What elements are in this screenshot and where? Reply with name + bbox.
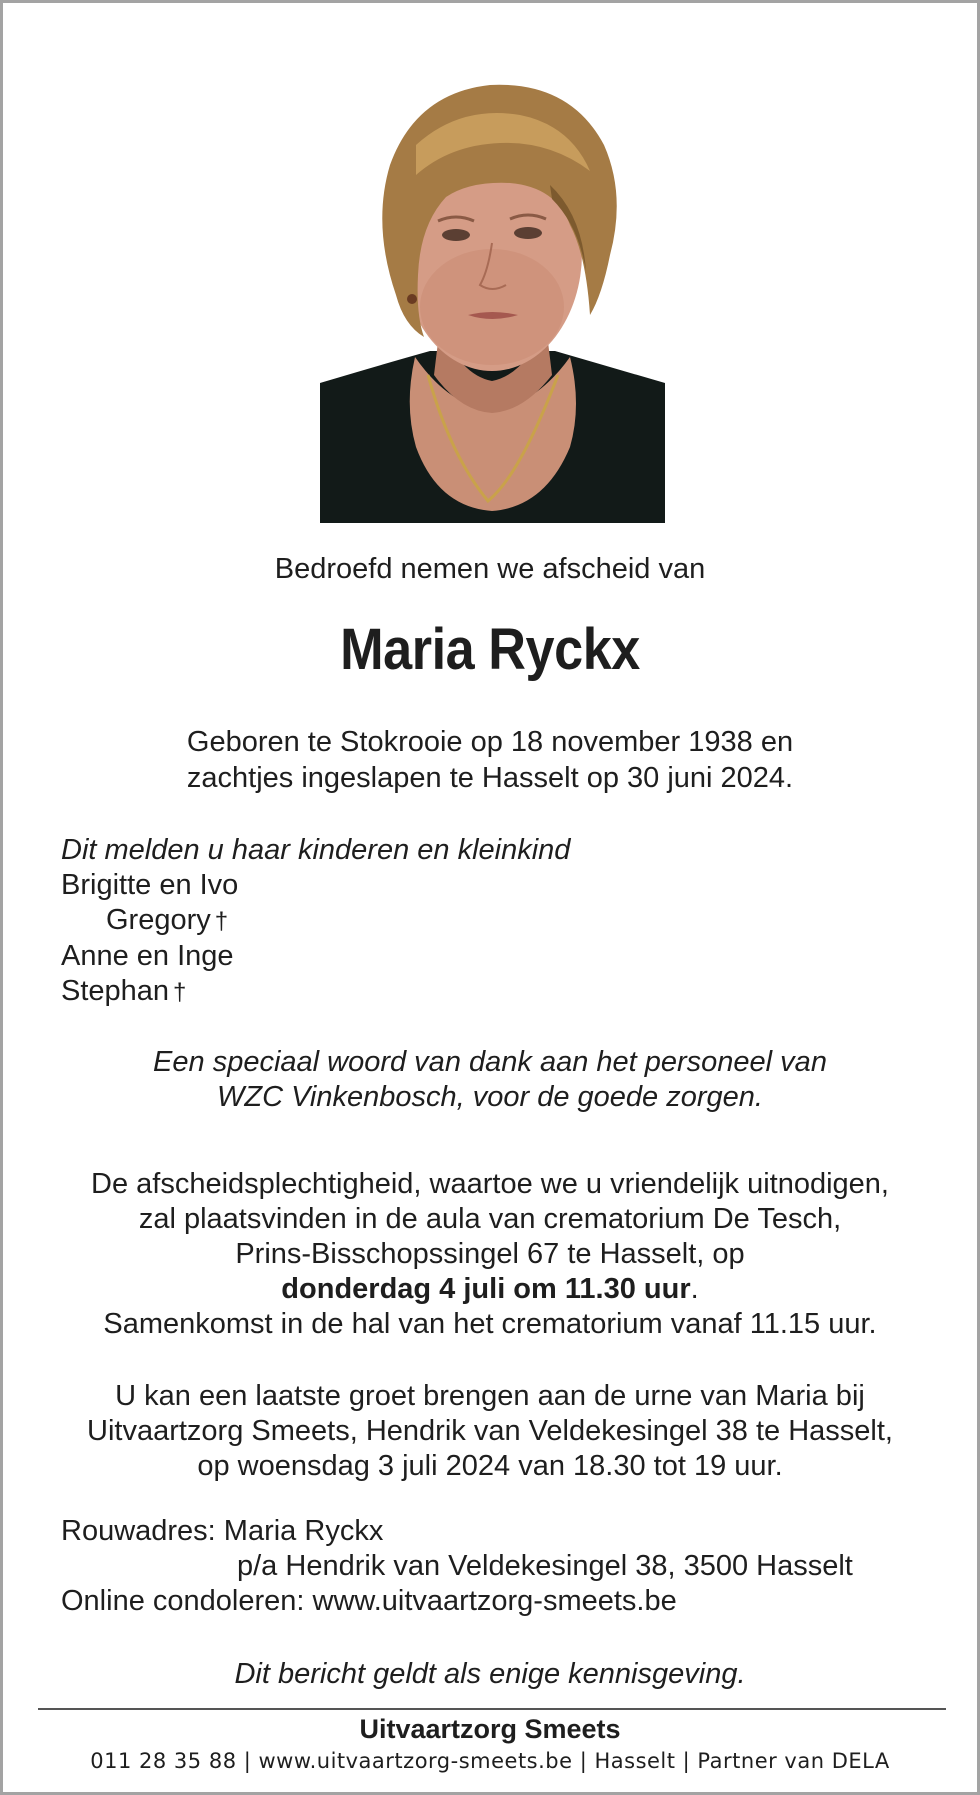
family-intro: Dit melden u haar kinderen en kleinkind <box>61 834 571 866</box>
urn-visit-text <box>3 1379 977 1484</box>
notice-text: Dit bericht geldt als enige kennisgeving. <box>234 1658 746 1690</box>
portrait-photo <box>320 75 665 523</box>
family-member <box>61 974 570 1010</box>
urn-line: Uitvaartzorg Smeets, Hendrik van Veldekesingel 38 te Hasselt, <box>87 1415 893 1447</box>
address-line: Rouwadres: Maria Ryckx <box>61 1515 384 1547</box>
family-member: Brigitte en Ivo <box>61 869 239 901</box>
ceremony-text <box>3 1167 977 1342</box>
thanks-line: WZC Vinkenbosch, voor de goede zorgen. <box>217 1081 763 1113</box>
thanks-text <box>3 1045 977 1115</box>
born-line: Geboren te Stokrooie op 18 november 1938 en <box>186 726 794 758</box>
family-member <box>61 903 570 939</box>
ceremony-line: Samenkomst in de hal van het crematorium vanaf 11.15 uur. <box>103 1308 877 1340</box>
footer-divider <box>38 1708 946 1710</box>
address-line: p/a Hendrik van Veldekesingel 38, 3500 Hasselt <box>237 1550 853 1582</box>
ceremony-date-suffix: . <box>690 1273 699 1305</box>
cross-icon: † <box>173 979 187 1006</box>
family-member: Anne en Inge <box>61 940 234 972</box>
ceremony-line: zal plaatsvinden in de aula van crematorium De Tesch, <box>138 1203 842 1235</box>
member-name: Stephan <box>61 975 170 1007</box>
address-block <box>61 1514 853 1619</box>
intro-text: Bedroefd nemen we afscheid van <box>274 553 706 585</box>
thanks-line: Een speciaal woord van dank aan het personeel van <box>153 1046 827 1078</box>
cross-icon: † <box>214 908 229 935</box>
born-line: zachtjes ingeslapen te Hasselt op 30 juni 2024. <box>186 762 794 794</box>
family-list <box>61 833 570 1010</box>
birth-death-text <box>3 724 977 796</box>
ceremony-date-line <box>3 1272 977 1307</box>
ceremony-line: De afscheidsplechtigheid, waartoe we u vriendelijk uitnodigen, <box>91 1168 889 1200</box>
deceased-name: Maria Ryckx <box>340 617 640 682</box>
urn-line: U kan een laatste groet brengen aan de urne van Maria bij <box>115 1380 865 1412</box>
ceremony-line: Prins-Bisschopssingel 67 te Hasselt, op <box>235 1238 745 1270</box>
member-name: Gregory <box>106 904 211 936</box>
company-contact: 011 28 35 88 | www.uitvaartzorg-smeets.be | Hasselt | Partner van DELA <box>90 1749 890 1773</box>
condolence-line: Online condoleren: www.uitvaartzorg-smeets.be <box>61 1585 677 1617</box>
company-name: Uitvaartzorg Smeets <box>359 1714 621 1744</box>
urn-line: op woensdag 3 juli 2024 van 18.30 tot 19 uur. <box>197 1450 783 1482</box>
ceremony-date: donderdag 4 juli om 11.30 uur <box>281 1273 691 1305</box>
